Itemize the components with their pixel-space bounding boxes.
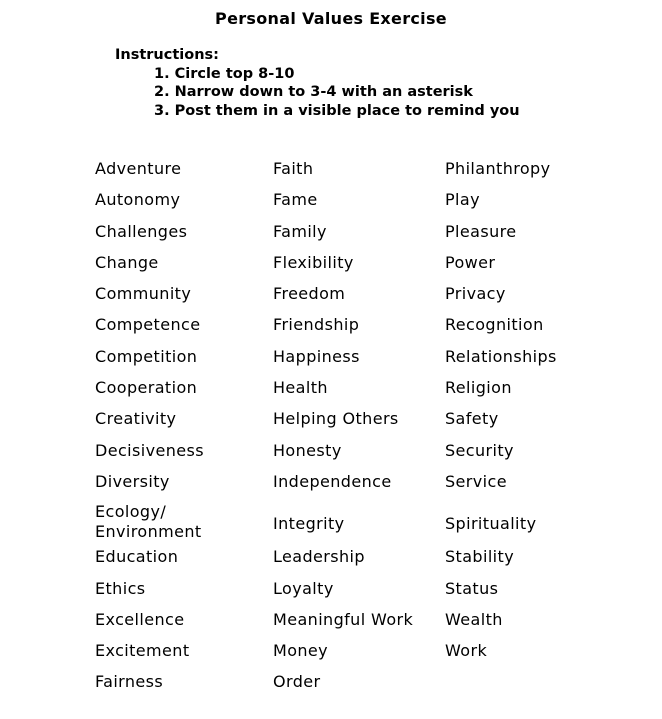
value-item: Faith: [273, 159, 314, 178]
value-item: Philanthropy: [445, 159, 551, 178]
value-item: Work: [445, 641, 488, 661]
instructions-block: [115, 46, 520, 120]
value-item: Fairness: [95, 672, 164, 692]
step-text: Circle top 8-10: [174, 65, 295, 82]
value-item: Diversity: [95, 471, 170, 491]
value-item: Religion: [445, 378, 512, 398]
value-item: Autonomy: [95, 190, 181, 210]
value-item: Adventure: [95, 159, 182, 178]
values-column-2: [273, 158, 413, 703]
value-item: Challenges: [95, 221, 188, 241]
value-item: Family: [273, 221, 327, 241]
value-item: Competition: [95, 346, 198, 366]
step-number: 1.: [154, 65, 170, 82]
value-item-text: Spirituality: [445, 514, 537, 534]
value-item: Security: [445, 440, 514, 460]
value-item: Flexibility: [273, 252, 354, 272]
value-item: Status: [445, 578, 499, 598]
value-item: [445, 502, 557, 546]
value-item: Safety: [445, 409, 499, 429]
value-item: Happiness: [273, 346, 360, 366]
value-item-line: Environment: [95, 522, 202, 542]
value-item: Play: [445, 190, 480, 210]
step-text: Post them in a visible place to remind you: [174, 102, 520, 119]
value-item: Change: [95, 252, 159, 272]
instruction-step: [154, 83, 520, 102]
values-column-3: [445, 158, 557, 671]
page-title: Personal Values Exercise: [215, 9, 447, 28]
value-item: Power: [445, 252, 496, 272]
value-item: Competence: [95, 315, 201, 335]
value-item: Community: [95, 284, 192, 304]
value-item-line: Ecology/: [95, 502, 167, 522]
value-item: [95, 502, 204, 546]
value-item: Service: [445, 471, 507, 491]
step-number: 2.: [154, 84, 170, 100]
value-item: Loyalty: [273, 578, 334, 598]
value-item: Freedom: [273, 284, 346, 304]
value-item: Privacy: [445, 284, 506, 304]
value-item: Leadership: [273, 547, 365, 567]
value-item: Pleasure: [445, 221, 517, 241]
value-item: Cooperation: [95, 378, 198, 398]
instructions-list: [115, 65, 520, 121]
value-item: Recognition: [445, 315, 544, 335]
value-item: Creativity: [95, 409, 177, 429]
value-item: Independence: [273, 471, 392, 491]
value-item: Health: [273, 378, 328, 398]
value-item: Relationships: [445, 346, 557, 366]
value-item: Honesty: [273, 440, 342, 460]
value-item: Decisiveness: [95, 440, 204, 460]
value-item: Ethics: [95, 578, 146, 598]
value-item: [273, 502, 413, 546]
value-item: Friendship: [273, 315, 360, 335]
value-item: Excitement: [95, 641, 190, 661]
value-item: Money: [273, 641, 329, 661]
value-item: Stability: [445, 547, 515, 567]
value-item: Meaningful Work: [273, 609, 414, 629]
value-item: Helping Others: [273, 409, 399, 429]
instruction-step: [154, 65, 520, 84]
value-item: Fame: [273, 190, 318, 210]
instructions-heading: Instructions:: [115, 47, 219, 63]
values-column-1: [95, 158, 204, 703]
value-item: Order: [273, 672, 321, 692]
instruction-step: [154, 102, 520, 121]
value-item: Education: [95, 547, 179, 567]
step-number: 3.: [154, 102, 170, 119]
value-item-text: Integrity: [273, 514, 345, 534]
value-item: Excellence: [95, 609, 185, 629]
step-text: Narrow down to 3-4 with an asterisk: [174, 84, 473, 100]
value-item: Wealth: [445, 609, 503, 629]
